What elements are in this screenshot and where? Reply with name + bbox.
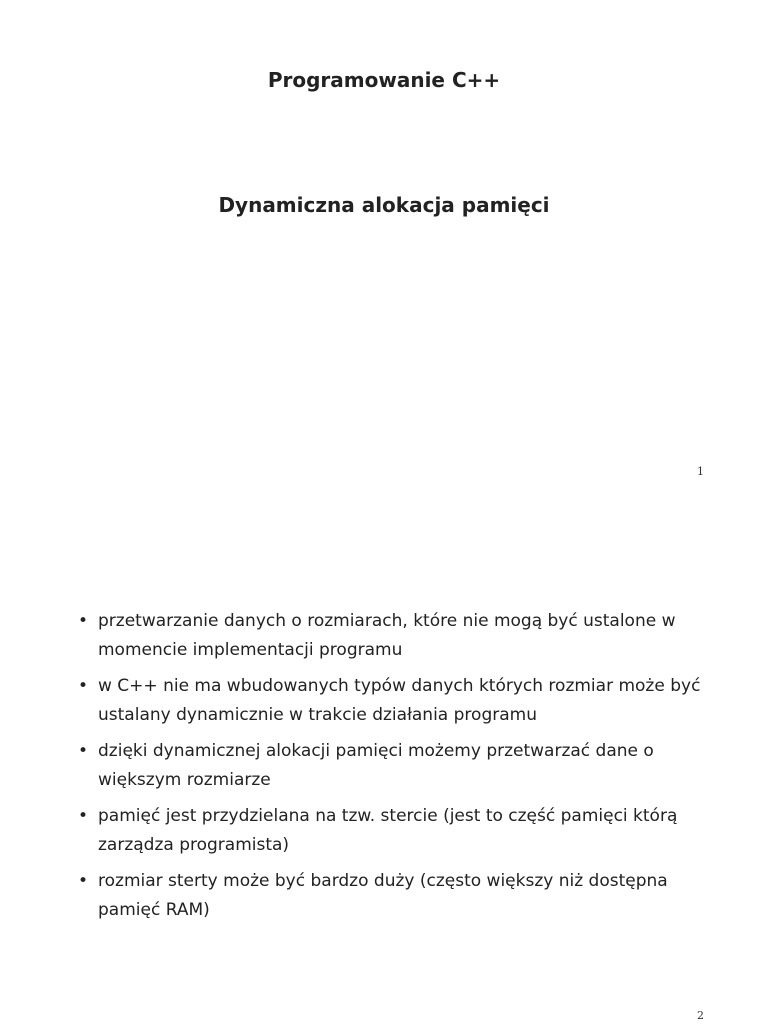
list-item: [78, 672, 708, 730]
list-item-text: pamięć jest przydzielana na tzw. stercie (jest to część pamięci którą zarządza programista): [98, 806, 678, 855]
list-item: [78, 737, 708, 795]
list-item-text: dzięki dynamicznej alokacji pamięci możemy przetwarzać dane o większym rozmiarze: [98, 741, 654, 790]
bullet-icon: •: [78, 806, 89, 826]
list-item-text: w C++ nie ma wbudowanych typów danych których rozmiar może być ustalany dynamicznie w trakcie działania programu: [98, 676, 701, 725]
page-number: 2: [697, 1009, 704, 1022]
document-title: Programowanie C++: [267, 68, 501, 92]
bullet-list: [78, 607, 708, 932]
list-item: [78, 802, 708, 860]
list-item-text: przetwarzanie danych o rozmiarach, które nie mogą być ustalone w momencie implementacji programu: [98, 611, 676, 660]
document-subtitle: Dynamiczna alokacja pamięci: [218, 193, 550, 217]
bullet-icon: •: [78, 741, 89, 761]
list-item: [78, 867, 708, 925]
bullet-icon: •: [78, 611, 89, 631]
bullet-icon: •: [78, 871, 89, 891]
list-item-text: rozmiar sterty może być bardzo duży (często większy niż dostępna pamięć RAM): [98, 871, 668, 920]
bullet-icon: •: [78, 676, 89, 696]
page-number: 1: [697, 465, 704, 478]
list-item: [78, 607, 708, 665]
slide-2: [0, 512, 768, 1024]
